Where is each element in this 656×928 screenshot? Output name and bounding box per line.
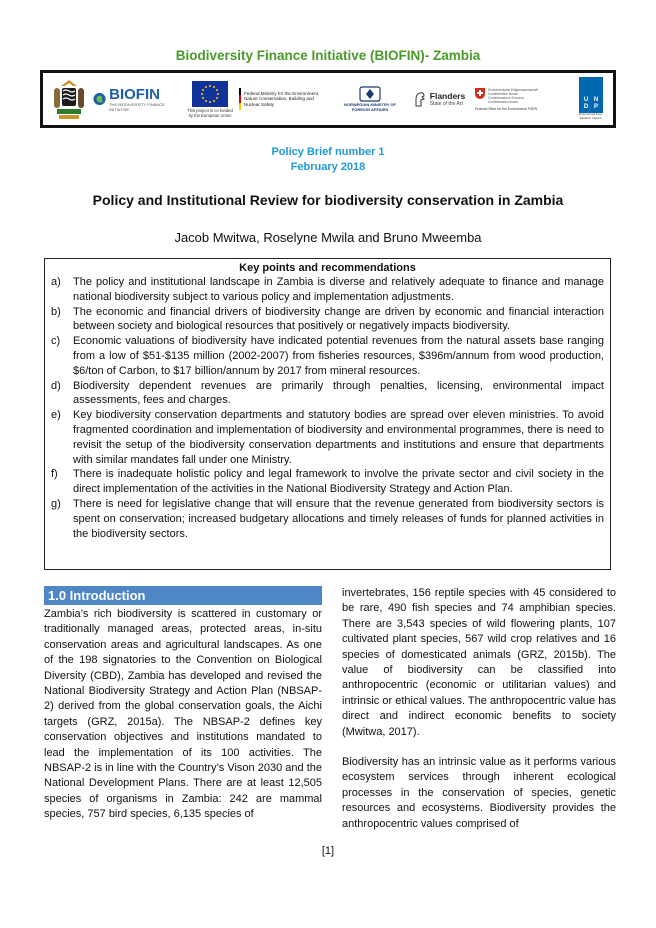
key-point-text: There is need for legislative change that will ensure that the revenue generated from biodiversity sectors is spent on conservation; increased budgetary allocations and timely releases of funds for planned activities in the biodiversity sectors. xyxy=(73,497,604,540)
undp-caption: Empowered lives. Resilient nations. xyxy=(579,112,603,120)
page-number: [1] xyxy=(321,845,335,857)
key-point-text: The economic and financial drivers of biodiversity change are driven by economic and financial interaction between society and biological resources that positively or negatively impacts biodiversity. xyxy=(73,305,604,333)
eu-caption: This project is co-funded by the European Union xyxy=(187,107,233,118)
undp-letter-p: P xyxy=(593,104,598,111)
undp-logo xyxy=(577,77,605,120)
policy-brief-number: Policy Brief number 1 xyxy=(271,146,385,158)
introduction-left-column xyxy=(44,586,322,823)
swiss-shield-icon xyxy=(475,88,485,99)
german-flag-icon xyxy=(239,88,241,110)
introduction-paragraph-1-continued: invertebrates, 156 reptile species with 45 considered to be rare, 490 fish species and 74 amphibian species. There are 3,543 species of wild flowering plants, 107 cultivated plant species, 567 wild crop relatives and 16 species of domesticated animals (GRZ, 2015b). The value of biodiversity can be classified into anthropocentric (economic or utilitarian values) and intrinsic or ethical values. The anthropocentric value has direct and indirect economic benefits to society (Mwitwa, 2017). xyxy=(342,587,616,738)
document-title: Policy and Institutional Review for biodiversity conservation in Zambia xyxy=(92,192,564,208)
key-points-list xyxy=(51,275,604,541)
introduction-heading: 1.0 Introduction xyxy=(44,586,322,605)
biofin-wordmark: BIOFIN xyxy=(109,85,160,103)
key-point-letter: b) xyxy=(51,305,61,318)
key-point-text: There is inadequate holistic policy and legal framework to involve the private sector and civil society in the direct implementation of the activities in the National Biodiversity Strategy and Action Plan. xyxy=(73,468,604,496)
key-point-item xyxy=(51,408,604,467)
biofin-globe-icon xyxy=(93,92,106,106)
key-points-box xyxy=(44,258,611,570)
key-point-item xyxy=(51,497,604,541)
key-point-text: Key biodiversity conservation departments and statutory bodies are spread over eleven ministries. To avoid fragmented coordination and implementation of biodiversity and environmental programmes, there is need to revisit the setup of the biodiversity conservation departments and institutions and ensure that departments with similar mandates fall under one Ministry. xyxy=(73,409,604,466)
biofin-logo xyxy=(93,87,181,112)
key-point-letter: a) xyxy=(51,276,61,288)
key-points-heading: Key points and recommendations xyxy=(239,262,416,274)
eu-logo xyxy=(187,81,233,118)
undp-letter-n: N xyxy=(593,97,599,104)
swiss-federal-logo xyxy=(475,88,557,111)
introduction-paragraph-2: Biodiversity has an intrinsic value as it performs various ecosystem services through inherent ecological processes in the conservation of species, genetic resources and ecosystems. Biodiversity provides the anthropocentric values comprised of xyxy=(342,756,616,830)
norway-emblem-icon xyxy=(359,86,381,102)
swiss-line-3: Confederazione Svizzera xyxy=(488,95,524,100)
undp-letter-u: U xyxy=(583,97,589,104)
key-point-text: Economic valuations of biodiversity have indicated potential revenues from the natural assets base ranging from a low of $51-$135 million (2002-2007) from fisheries resources, $396m/annum from wood production, $6/ton of Carbon, to $17 billion/annum by 2017 from mineral resources. xyxy=(73,335,604,377)
swiss-line-4: Confederaziun svizra xyxy=(488,99,518,104)
german-ministry-text: Federal Ministry for the Environment, Nature Conservation, Building and Nuclear Safety xyxy=(243,90,320,107)
key-point-letter: c) xyxy=(51,335,61,348)
key-point-letter: d) xyxy=(51,379,61,392)
flanders-logo xyxy=(409,90,469,108)
biofin-tagline: THE BIODIVERSITY FINANCE INITIATIVE xyxy=(109,101,165,112)
flanders-wordmark: Flanders xyxy=(429,91,466,101)
eu-flag-icon xyxy=(192,81,228,107)
policy-brief-date: February 2018 xyxy=(290,161,366,173)
norway-ministry-text: NORWEGIAN MINISTRY OF FOREIGN AFFAIRS xyxy=(344,102,396,112)
key-point-item xyxy=(51,379,604,409)
sponsor-logo-bar xyxy=(40,70,616,128)
key-point-letter: g) xyxy=(51,497,61,510)
key-point-text: Biodiversity dependent revenues are primarily through penalties, licensing, environmental impact assessments, fees and charges. xyxy=(73,379,604,407)
swiss-line-2: Confédération suisse xyxy=(488,91,518,96)
introduction-right-column xyxy=(342,586,616,832)
key-point-item xyxy=(51,467,604,497)
key-point-letter: e) xyxy=(51,409,61,422)
key-point-item xyxy=(51,305,604,335)
undp-letter-d: D xyxy=(583,104,589,111)
swiss-office-text: Federal Office for the Environment FOEN xyxy=(475,106,538,111)
zambia-coat-of-arms-logo xyxy=(51,76,87,122)
flanders-lion-icon xyxy=(413,90,427,108)
key-point-item xyxy=(51,275,604,305)
key-point-text: The policy and institutional landscape in Zambia is diverse and relatively adequate to finance and manage national biodiversity subject to various policy and implementation adjustments. xyxy=(73,276,604,303)
document-authors: Jacob Mwitwa, Roselyne Mwila and Bruno Mweemba xyxy=(174,230,482,245)
introduction-paragraph-1: Zambia’s rich biodiversity is scattered in customary or traditionally managed areas, protected areas, in-situ conservation areas and agricultural landscapes. As one of the 198 signatories to the Convention on Biological Diversity (CBD), Zambia has developed and revised the National Biodiversity Strategy and Action Plan (NBSAP-2) derived from the global conservation goals, the Aichi targets (GRZ, 2015a). The NBSAP-2 defines key conservation objectives and institutions mandated to lead the implementation of its 100 activities. The NBSAP-2 is in line with the Country’s Vison 2030 and the National Development Plans. There are at least 12,505 species of organisms in Zambia: 242 are mammal species, 757 bird species, 6,135 species of xyxy=(44,608,322,821)
german-ministry-logo xyxy=(239,88,331,110)
zambia-crest-icon xyxy=(51,76,87,122)
swiss-line-1: Schweizerische Eidgenossenschaft xyxy=(488,87,538,92)
norway-ministry-logo xyxy=(337,86,403,112)
flanders-tagline: State of the Art xyxy=(429,101,463,107)
header-title: Biodiversity Finance Initiative (BIOFIN)- Zambia xyxy=(175,48,481,63)
key-point-item xyxy=(51,334,604,378)
key-point-letter: f) xyxy=(51,468,58,481)
